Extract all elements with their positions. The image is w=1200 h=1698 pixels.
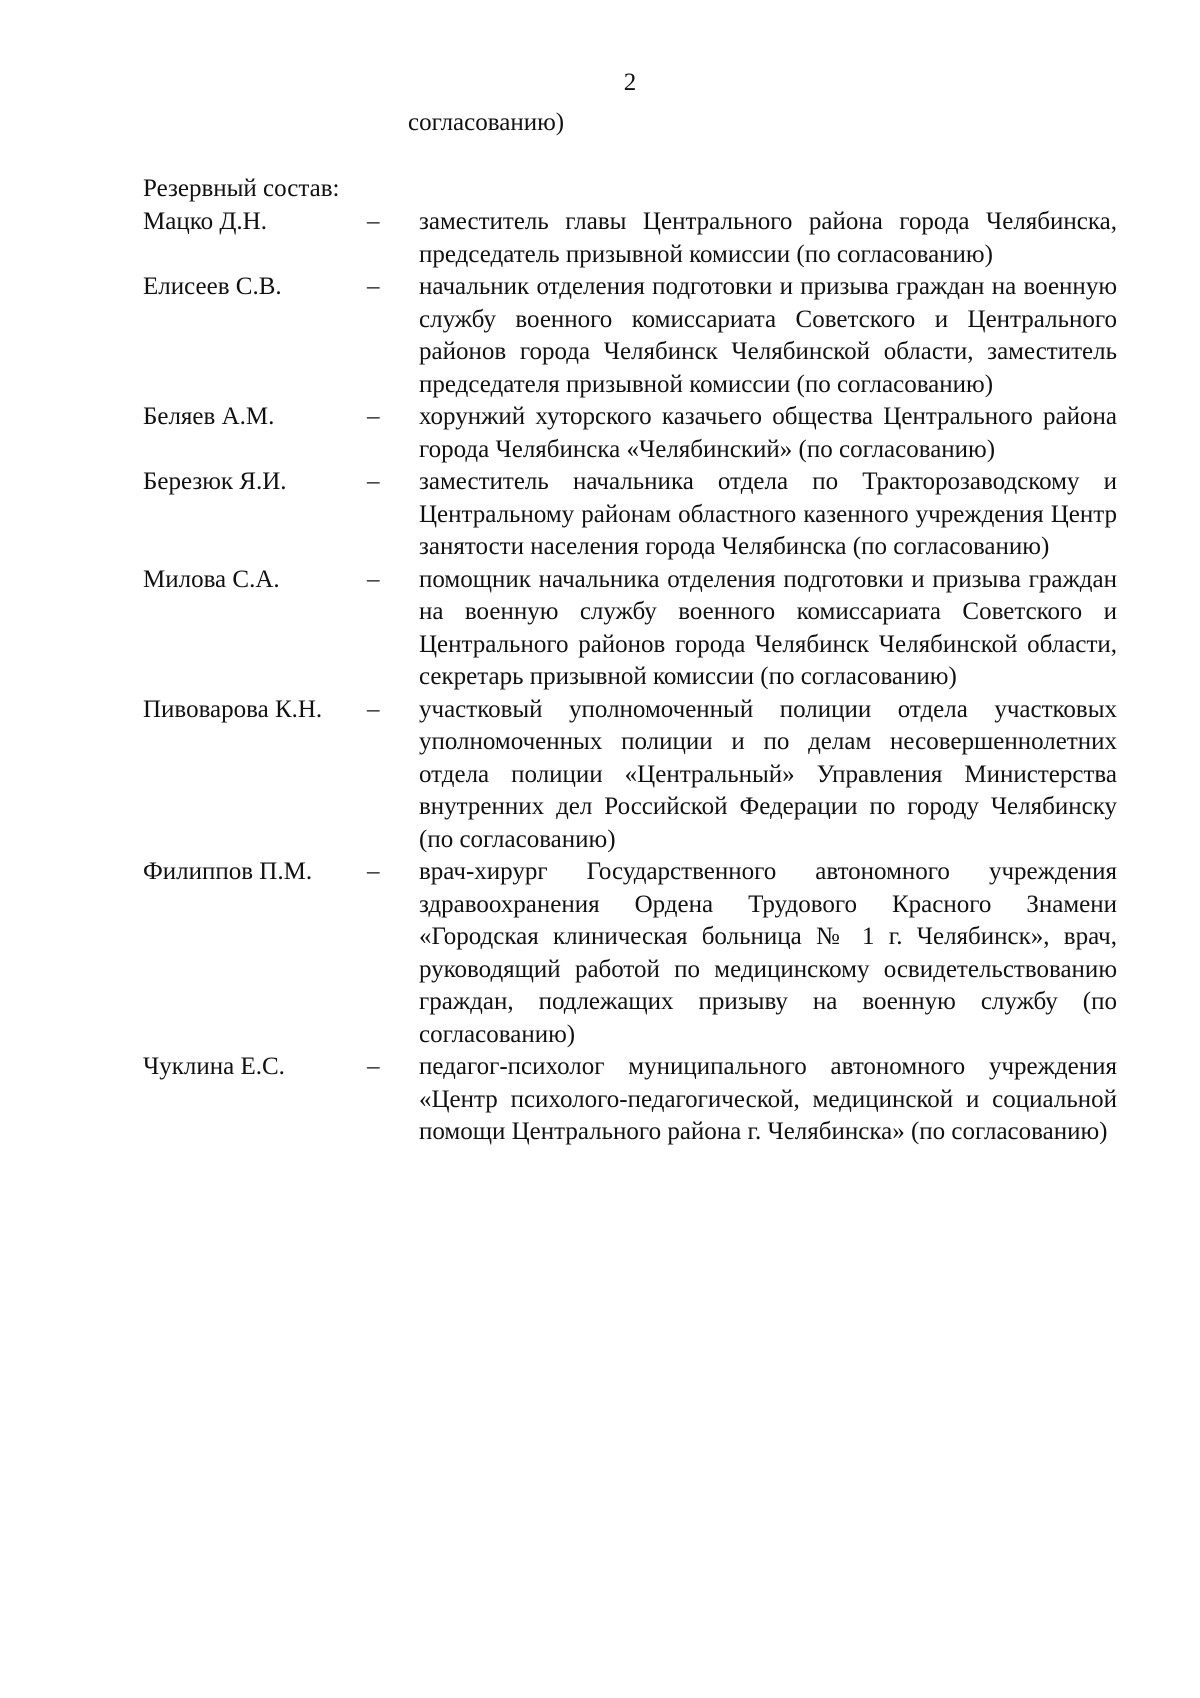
member-description: участковый уполномоченный полиции отдела участковых уполномоченных полиции и по делам несовершеннолетних отдела полиции «Центральный» Управления Министерства внутренних дел Российской Федерации по городу Челябинску (по согласованию) bbox=[419, 695, 1117, 853]
member-description: начальник отделения подготовки и призыва граждан на военную службу военного комиссариата Советского и Центрального районов города Челябинск Челябинской области, заместитель председателя призывной комиссии (по согласованию) bbox=[419, 273, 1117, 398]
member-description: помощник начальника отделения подготовки и призыва граждан на военную службу военного комиссариата Советского и Центрального районов города Челябинск Челябинской области, секретарь призывной комиссии (по согласованию) bbox=[419, 565, 1117, 690]
member-name: Березюк Я.И. bbox=[143, 468, 287, 495]
page-number: 2 bbox=[623, 69, 637, 96]
dash-separator: – bbox=[367, 858, 380, 885]
member-row bbox=[143, 564, 1117, 694]
dash-separator: – bbox=[367, 208, 380, 235]
dash-separator: – bbox=[367, 695, 380, 723]
member-name: Чуклина Е.С. bbox=[143, 1053, 285, 1080]
dash-separator: – bbox=[367, 565, 380, 593]
member-row bbox=[143, 1051, 1117, 1149]
member-name: Мацко Д.Н. bbox=[143, 208, 267, 235]
member-description: заместитель начальника отдела по Тракторозаводскому и Центральному районам областного казенного учреждения Центр занятости населения города Челябинска (по согласованию) bbox=[419, 468, 1117, 560]
dash-separator: – bbox=[367, 273, 380, 300]
member-row bbox=[143, 466, 1117, 564]
member-description: хорунжий хуторского казачьего общества Центрального района города Челябинска «Челябинский» (по согласованию) bbox=[419, 403, 1117, 463]
member-name: Елисеев С.В. bbox=[143, 273, 282, 300]
member-name: Филиппов П.М. bbox=[143, 858, 313, 885]
member-name: Милова С.А. bbox=[143, 565, 280, 593]
member-list bbox=[143, 206, 1117, 1149]
section-label-reserve: Резервный состав: bbox=[143, 175, 340, 202]
member-row bbox=[143, 401, 1117, 466]
dash-separator: – bbox=[367, 468, 380, 495]
member-description: педагог-психолог муниципального автономного учреждения «Центр психолого-педагогической, медицинской и социальной помощи Центрального района г. Челябинска» (по согласованию) bbox=[419, 1053, 1117, 1145]
member-description: врач-хирург Государственного автономного учреждения здравоохранения Ордена Трудового Красного Знамени «Городская клиническая больница № 1 г. Челябинск», врач, руководящий работой по медицинскому освидетельствованию граждан, подлежащих призыву на военную службу (по согласованию) bbox=[419, 858, 1117, 1048]
dash-separator: – bbox=[367, 403, 380, 430]
continuation-text: согласованию) bbox=[408, 109, 565, 136]
member-description: заместитель главы Центрального района города Челябинска, председатель призывной комиссии (по согласованию) bbox=[419, 208, 1117, 268]
member-row bbox=[143, 694, 1117, 857]
member-row bbox=[143, 271, 1117, 401]
member-row bbox=[143, 206, 1117, 271]
member-name: Пивоварова К.Н. bbox=[143, 695, 323, 723]
member-name: Беляев А.М. bbox=[143, 403, 275, 430]
dash-separator: – bbox=[367, 1053, 380, 1080]
member-row bbox=[143, 856, 1117, 1051]
